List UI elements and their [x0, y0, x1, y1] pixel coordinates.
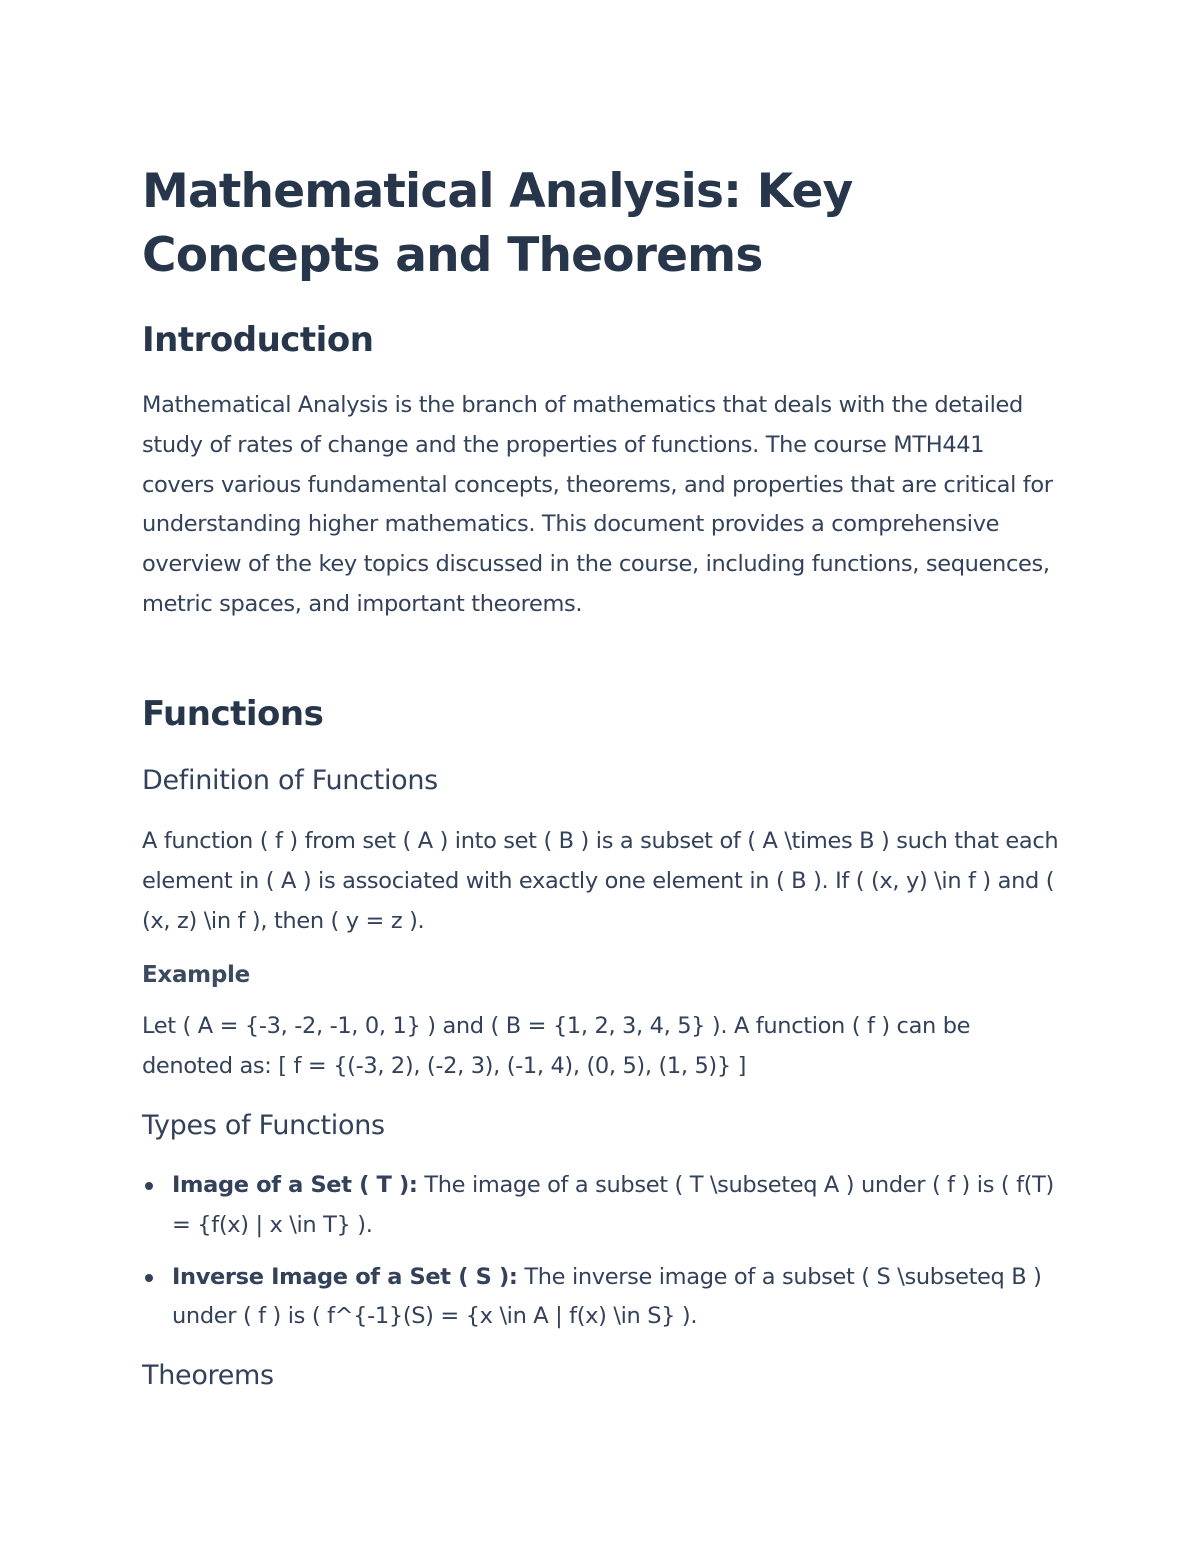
example-paragraph: Let ( A = {-3, -2, -1, 0, 1} ) and ( B = {1, 2, 3, 4, 5} ). A function ( f ) can be denoted as: [ f = {(-3, 2), (-2, 3), (-1, 4), (0, 5), (1, 5)} ] [142, 1013, 971, 1079]
introduction-heading: Introduction [142, 320, 374, 360]
list-item [142, 1166, 1062, 1246]
list-item-term: Image of a Set ( T ): [172, 1172, 418, 1198]
functions-heading: Functions [142, 694, 324, 734]
types-of-functions-heading: Types of Functions [142, 1110, 385, 1141]
list-item-term: Inverse Image of a Set ( S ): [172, 1263, 518, 1290]
theorems-heading: Theorems [142, 1360, 274, 1391]
types-of-functions-list [142, 1166, 1062, 1349]
list-item [142, 1258, 1062, 1338]
document-title: Mathematical Analysis: Key Concepts and Theorems [142, 164, 853, 283]
example-heading: Example [142, 962, 250, 988]
definition-paragraph: A function ( f ) from set ( A ) into set ( B ) is a subset of ( A \times B ) such that each element in ( A ) is associated with exactly one element in ( B ). If ( (x, y) \in f ) and ( (x, z) \in f ), then ( y = z ). [142, 828, 1059, 934]
bullet-icon [145, 1274, 153, 1282]
bullet-icon [145, 1182, 153, 1190]
definition-of-functions-heading: Definition of Functions [142, 765, 438, 796]
introduction-paragraph: Mathematical Analysis is the branch of mathematics that deals with the detailed study of rates of change and the properties of functions. The course MTH441 covers various fundamental concepts, theorems, and properties that are critical for understanding higher mathematics. This document provides a comprehensive overview of the key topics discussed in the course, including functions, sequences, metric spaces, and important theorems. [142, 392, 1053, 617]
list-item-text: The image of a subset ( T \subseteq A ) under ( f ) is ( f(T) = {f(x) | x \in T} ). [172, 1172, 1054, 1238]
list-item-text: The inverse image of a subset ( S \subseteq B ) under ( f ) is ( f^{-1}(S) = {x \in A | f(x) \in S} ). [172, 1263, 1042, 1330]
